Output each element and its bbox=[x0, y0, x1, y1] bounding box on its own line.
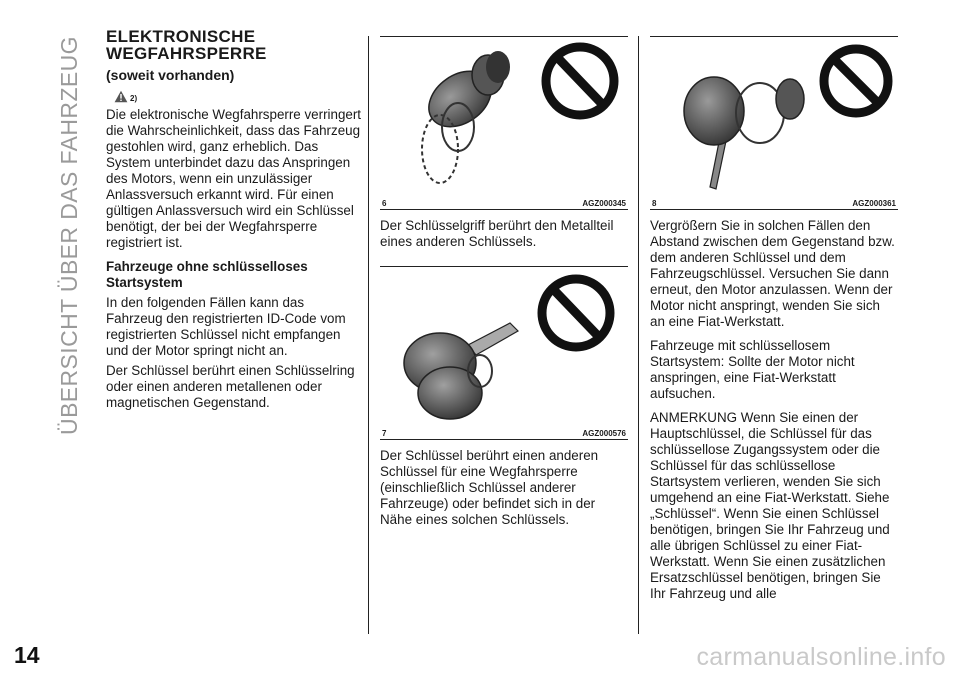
figure-6-number: 6 bbox=[382, 198, 387, 208]
key-illustration-fig6 bbox=[380, 37, 628, 197]
figure-6 bbox=[380, 36, 628, 210]
warning-triangle-icon bbox=[114, 90, 128, 103]
figure-6-caption bbox=[380, 197, 628, 210]
warning-ref-number: 2) bbox=[130, 94, 138, 103]
paragraph-keyless-start: Fahrzeuge mit schlüssellosem Startsystem: Sollte der Motor nicht anspringen, eine Fiat-Werkstatt aufsuchen. bbox=[650, 338, 855, 401]
section-heading-line2: WEGFAHRSPERRE bbox=[106, 44, 267, 63]
paragraph-fig6: Der Schlüsselgriff berührt den Metallteil eines anderen Schlüssels. bbox=[380, 218, 614, 249]
paragraph-cases: In den folgenden Fällen kann das Fahrzeug den registrierten ID-Code vom registrierten Schlüssel nicht empfangen und der Motor springt nicht an. bbox=[106, 295, 346, 358]
key-illustration-fig7 bbox=[380, 267, 628, 427]
figure-8-code: AGZ000361 bbox=[852, 198, 896, 208]
subheading-keyless: Fahrzeuge ohne schlüsselloses Startsystem bbox=[106, 259, 308, 290]
warning-reference bbox=[114, 87, 362, 103]
column-2 bbox=[380, 36, 628, 528]
figure-7-code: AGZ000576 bbox=[582, 428, 626, 438]
paragraph-intro: Die elektronische Wegfahrsperre verringert die Wahrscheinlichkeit, dass das Fahrzeug gestohlen wird, ganz erheblich. Das System unterbindet dazu das Anspringen des Motors, wenn ein unzulässiger Anlassversuch erkannt wird. Für einen gültigen Anlassversuch wird ein Schlüssel benötigt, der bei der Wegfahrsperre registriert ist. bbox=[106, 107, 362, 250]
paragraph-note: ANMERKUNG Wenn Sie einen der Hauptschlüssel, die Schlüssel für das schlüssellose Zugangssystem oder die Schlüssel für das schlüssellose Startsystem verlieren, wenden Sie sich umgehend an eine Fiat-Werkstatt. Siehe „Schlüssel“. Wenn Sie einen Schlüssel benötigen, bringen Sie Ihr Fahrzeug und alle übrigen Schlüssel zu einer Fiat-Werkstatt. Wenn Sie einen zusätzlichen Ersatzschlüssel benötigen, bringen Sie Ihr Fahrzeug und alle bbox=[650, 410, 890, 601]
section-subheading: (soweit vorhanden) bbox=[106, 67, 235, 83]
column-divider-1 bbox=[368, 36, 369, 634]
paragraph-keyring: Der Schlüssel berührt einen Schlüsselring oder einen anderen metallenen oder magnetischen Gegenstand. bbox=[106, 363, 355, 410]
figure-6-code: AGZ000345 bbox=[582, 198, 626, 208]
paragraph-distance: Vergrößern Sie in solchen Fällen den Abstand zwischen dem Gegenstand bzw. dem anderen Schlüssel und dem Fahrzeugschlüssel. Versuchen Sie dann erneut, den Motor anzulassen. Wenn der Motor nicht anspringt, wenden Sie sich an eine Fiat-Werkstatt. bbox=[650, 218, 895, 329]
column-1 bbox=[106, 28, 362, 411]
figure-7 bbox=[380, 266, 628, 440]
figure-8 bbox=[650, 36, 898, 210]
figure-8-caption bbox=[650, 197, 898, 210]
column-divider-2 bbox=[638, 36, 639, 634]
key-illustration-fig8 bbox=[650, 37, 898, 197]
figure-7-caption bbox=[380, 427, 628, 440]
column-3 bbox=[650, 36, 898, 602]
paragraph-fig7: Der Schlüssel berührt einen anderen Schlüssel für eine Wegfahrsperre (einschließlich Schlüssel anderer Fahrzeuge) oder befindet sich in der Nähe eines solchen Schlüssels. bbox=[380, 448, 599, 527]
watermark: carmanualsonline.info bbox=[696, 643, 946, 671]
chapter-title-text: ÜBERSICHT ÜBER DAS FAHRZEUG bbox=[55, 35, 82, 435]
chapter-title-vertical bbox=[52, 30, 86, 440]
figure-7-number: 7 bbox=[382, 428, 387, 438]
page-number: 14 bbox=[14, 642, 40, 668]
section-heading-line1: ELEKTRONISCHE bbox=[106, 27, 256, 46]
figure-8-number: 8 bbox=[652, 198, 657, 208]
